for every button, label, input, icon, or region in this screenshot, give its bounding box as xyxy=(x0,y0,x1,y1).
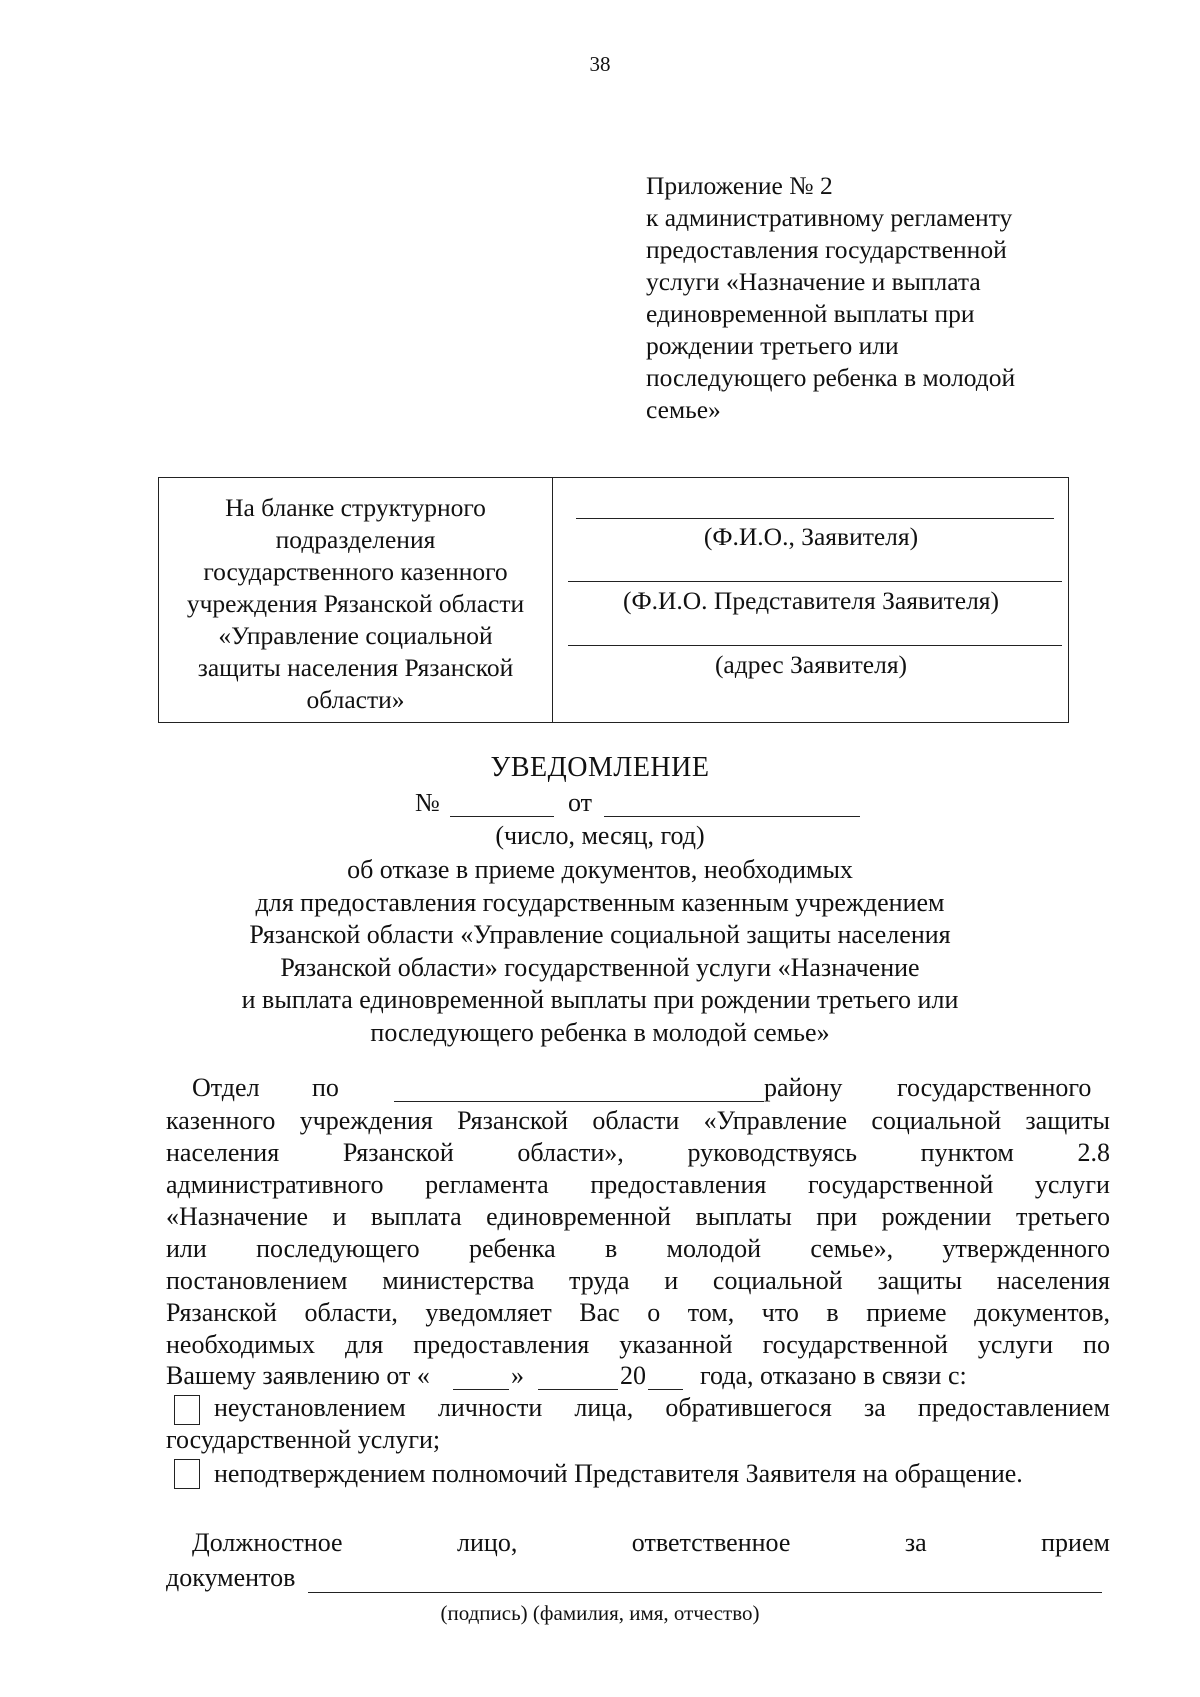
body-word: семье», xyxy=(810,1234,894,1263)
body-word: предоставления xyxy=(590,1170,767,1199)
reason-identity-line2: государственной услуги; xyxy=(166,1425,441,1454)
body-word: министерства xyxy=(382,1266,535,1295)
body-word: прием xyxy=(1041,1528,1110,1557)
application-year-field[interactable] xyxy=(648,1389,683,1390)
application-month-field[interactable] xyxy=(538,1389,618,1390)
appendix-line: предоставления государственной xyxy=(646,235,1007,264)
appendix-line: семье» xyxy=(646,395,721,424)
table-divider xyxy=(552,478,553,722)
body-line xyxy=(166,1202,1110,1232)
body-word: «Назначение xyxy=(166,1202,308,1231)
body-word: услуги xyxy=(1034,1170,1110,1199)
reason-authority-text: неподтверждением полномочий Представителя Заявителя на обращение. xyxy=(214,1459,1023,1488)
page-number: 38 xyxy=(589,52,611,76)
body-word: регламента xyxy=(425,1170,549,1199)
year-prefix: 20 xyxy=(620,1361,646,1390)
body-word: единовременной xyxy=(486,1202,671,1231)
quote-close: » xyxy=(511,1361,524,1390)
body-word: указанной xyxy=(619,1330,733,1359)
official-line xyxy=(192,1528,1110,1558)
body-word: за xyxy=(904,1528,927,1557)
body-word: Отдел xyxy=(192,1073,260,1102)
body-word: району xyxy=(764,1073,843,1102)
date-caption: (число, месяц, год) xyxy=(495,821,705,850)
body-word: за xyxy=(863,1393,886,1422)
body-word: пунктом xyxy=(920,1138,1014,1167)
letterhead-line: На бланке структурного xyxy=(225,493,486,522)
body-line xyxy=(166,1106,1110,1136)
subject-line: и выплата единовременной выплаты при рождении третьего или xyxy=(241,985,959,1014)
body-word: предоставления xyxy=(413,1330,590,1359)
appendix-line: услуги «Назначение и выплата xyxy=(646,267,981,296)
appendix-header xyxy=(646,170,1106,426)
appendix-line: последующего ребенка в молодой xyxy=(646,363,1016,392)
letterhead-line: области» xyxy=(306,685,405,714)
body-word: утвержденного xyxy=(942,1234,1110,1263)
signature-field[interactable] xyxy=(308,1592,1102,1593)
representative-name-field[interactable] xyxy=(568,581,1062,582)
body-word: защиты xyxy=(1025,1106,1110,1135)
number-sign: № xyxy=(415,788,440,817)
reason-identity-checkbox[interactable] xyxy=(174,1395,200,1425)
body-word: труда xyxy=(569,1266,630,1295)
letterhead-line: защиты населения Рязанской xyxy=(197,653,514,682)
representative-name-caption: (Ф.И.О. Представителя Заявителя) xyxy=(622,586,1000,615)
body-line xyxy=(166,1330,1110,1360)
application-day-field[interactable] xyxy=(453,1389,509,1390)
body-word: услуги xyxy=(977,1330,1054,1359)
body-line xyxy=(166,1298,1110,1328)
body-word: том, xyxy=(687,1298,735,1327)
body-word: населения xyxy=(996,1266,1110,1295)
body-word: учреждения xyxy=(299,1106,433,1135)
subject-line: последующего ребенка в молодой семье» xyxy=(370,1017,830,1047)
body-word: личности xyxy=(437,1393,543,1422)
body-word: Рязанской xyxy=(166,1298,277,1327)
body-word: казенного xyxy=(166,1106,276,1135)
appendix-line: к административному регламенту xyxy=(646,203,1013,232)
body-word: административного xyxy=(166,1170,384,1199)
body-word: третьего xyxy=(1015,1202,1110,1231)
letterhead-line: подразделения xyxy=(275,525,436,554)
body-word: государственной xyxy=(807,1170,994,1199)
body-line xyxy=(166,1234,1110,1264)
body-word: по xyxy=(1083,1330,1110,1359)
recipient-cell xyxy=(554,478,1068,722)
reason-authority-checkbox[interactable] xyxy=(174,1459,200,1489)
applicant-address-caption: (адрес Заявителя) xyxy=(714,650,908,679)
subject-line: Рязанской области «Управление социальной защиты населения xyxy=(249,920,951,949)
notice-title: УВЕДОМЛЕНИЕ xyxy=(490,752,710,783)
body-word: приеме xyxy=(866,1298,947,1327)
body-word: постановлением xyxy=(166,1266,348,1295)
application-date-prefix: Вашему заявлению от « xyxy=(166,1361,430,1390)
body-word: по xyxy=(312,1073,339,1102)
body-word: о xyxy=(647,1298,661,1327)
body-word: при xyxy=(816,1202,858,1231)
body-line xyxy=(166,1170,1110,1200)
body-word: выплата xyxy=(370,1202,462,1231)
official-line2: документов xyxy=(166,1563,296,1592)
notice-subject xyxy=(0,854,1200,1049)
body-word: населения xyxy=(166,1138,280,1167)
signature-caption: (подпись) (фамилия, имя, отчество) xyxy=(440,1601,760,1625)
body-word: ответственное xyxy=(631,1528,791,1557)
body-word: лица, xyxy=(574,1393,634,1422)
reason-identity-line xyxy=(214,1393,1110,1423)
subject-line: для предоставления государственным казенным учреждением xyxy=(255,887,945,917)
appendix-line: единовременной выплаты при xyxy=(646,299,975,328)
body-word: социальной xyxy=(712,1266,843,1295)
body-word: обратившегося xyxy=(665,1393,832,1422)
letterhead-cell xyxy=(159,492,552,716)
body-word: области», xyxy=(517,1138,624,1167)
body-word: ребенка xyxy=(468,1234,556,1263)
body-word: «Управление xyxy=(703,1106,848,1135)
body-word: и xyxy=(664,1266,679,1295)
subject-line: Рязанской области» государственной услуги «Назначение xyxy=(280,952,920,982)
body-word: лицо, xyxy=(457,1528,518,1557)
notice-number-field[interactable] xyxy=(450,816,554,817)
refusal-intro: года, отказано в связи с: xyxy=(700,1361,967,1390)
notice-date-field[interactable] xyxy=(604,816,860,817)
letterhead-line: государственного казенного xyxy=(203,557,508,586)
body-word: неустановлением xyxy=(214,1393,406,1422)
body-word: в xyxy=(604,1234,618,1263)
body-word: для xyxy=(345,1330,384,1359)
appendix-line: рождении третьего или xyxy=(646,331,899,360)
body-word: руководствуясь xyxy=(687,1138,858,1167)
body-word: рождении xyxy=(881,1202,992,1231)
body-word: документов, xyxy=(974,1298,1110,1327)
body-word: выплаты xyxy=(695,1202,792,1231)
body-word: молодой xyxy=(666,1234,762,1263)
body-word: защиты xyxy=(877,1266,963,1295)
body-word: Рязанской xyxy=(457,1106,569,1135)
body-word: необходимых xyxy=(166,1330,316,1359)
body-word: 2.8 xyxy=(1077,1138,1110,1167)
date-from-label: от xyxy=(568,788,593,817)
body-line xyxy=(166,1266,1110,1296)
body-word: Должностное xyxy=(192,1528,343,1557)
appendix-line: Приложение № 2 xyxy=(646,171,833,200)
body-word: уведомляет xyxy=(425,1298,552,1327)
letterhead-table xyxy=(158,477,1069,723)
body-word: социальной xyxy=(871,1106,1002,1135)
body-word: и xyxy=(332,1202,347,1231)
letterhead-line: «Управление социальной xyxy=(218,621,493,650)
applicant-name-caption: (Ф.И.О., Заявителя) xyxy=(703,522,919,551)
body-word: области, xyxy=(304,1298,398,1327)
applicant-address-field[interactable] xyxy=(568,645,1062,646)
district-field[interactable] xyxy=(394,1101,764,1102)
subject-line: об отказе в приеме документов, необходимых xyxy=(347,855,853,884)
body-word: или xyxy=(166,1234,207,1263)
body-word: Рязанской xyxy=(342,1138,454,1167)
letterhead-line: учреждения Рязанской области xyxy=(186,589,525,618)
body-word: государственной xyxy=(762,1330,948,1359)
body-word: Вас xyxy=(579,1298,620,1327)
body-word: области xyxy=(592,1106,680,1135)
applicant-name-field[interactable] xyxy=(576,518,1054,519)
body-line xyxy=(166,1138,1110,1168)
body-word: предоставлением xyxy=(917,1393,1110,1422)
body-word: что xyxy=(761,1298,799,1327)
body-word: государственного xyxy=(897,1073,1092,1102)
body-word: в xyxy=(826,1298,839,1327)
body-word: последующего xyxy=(256,1234,420,1263)
